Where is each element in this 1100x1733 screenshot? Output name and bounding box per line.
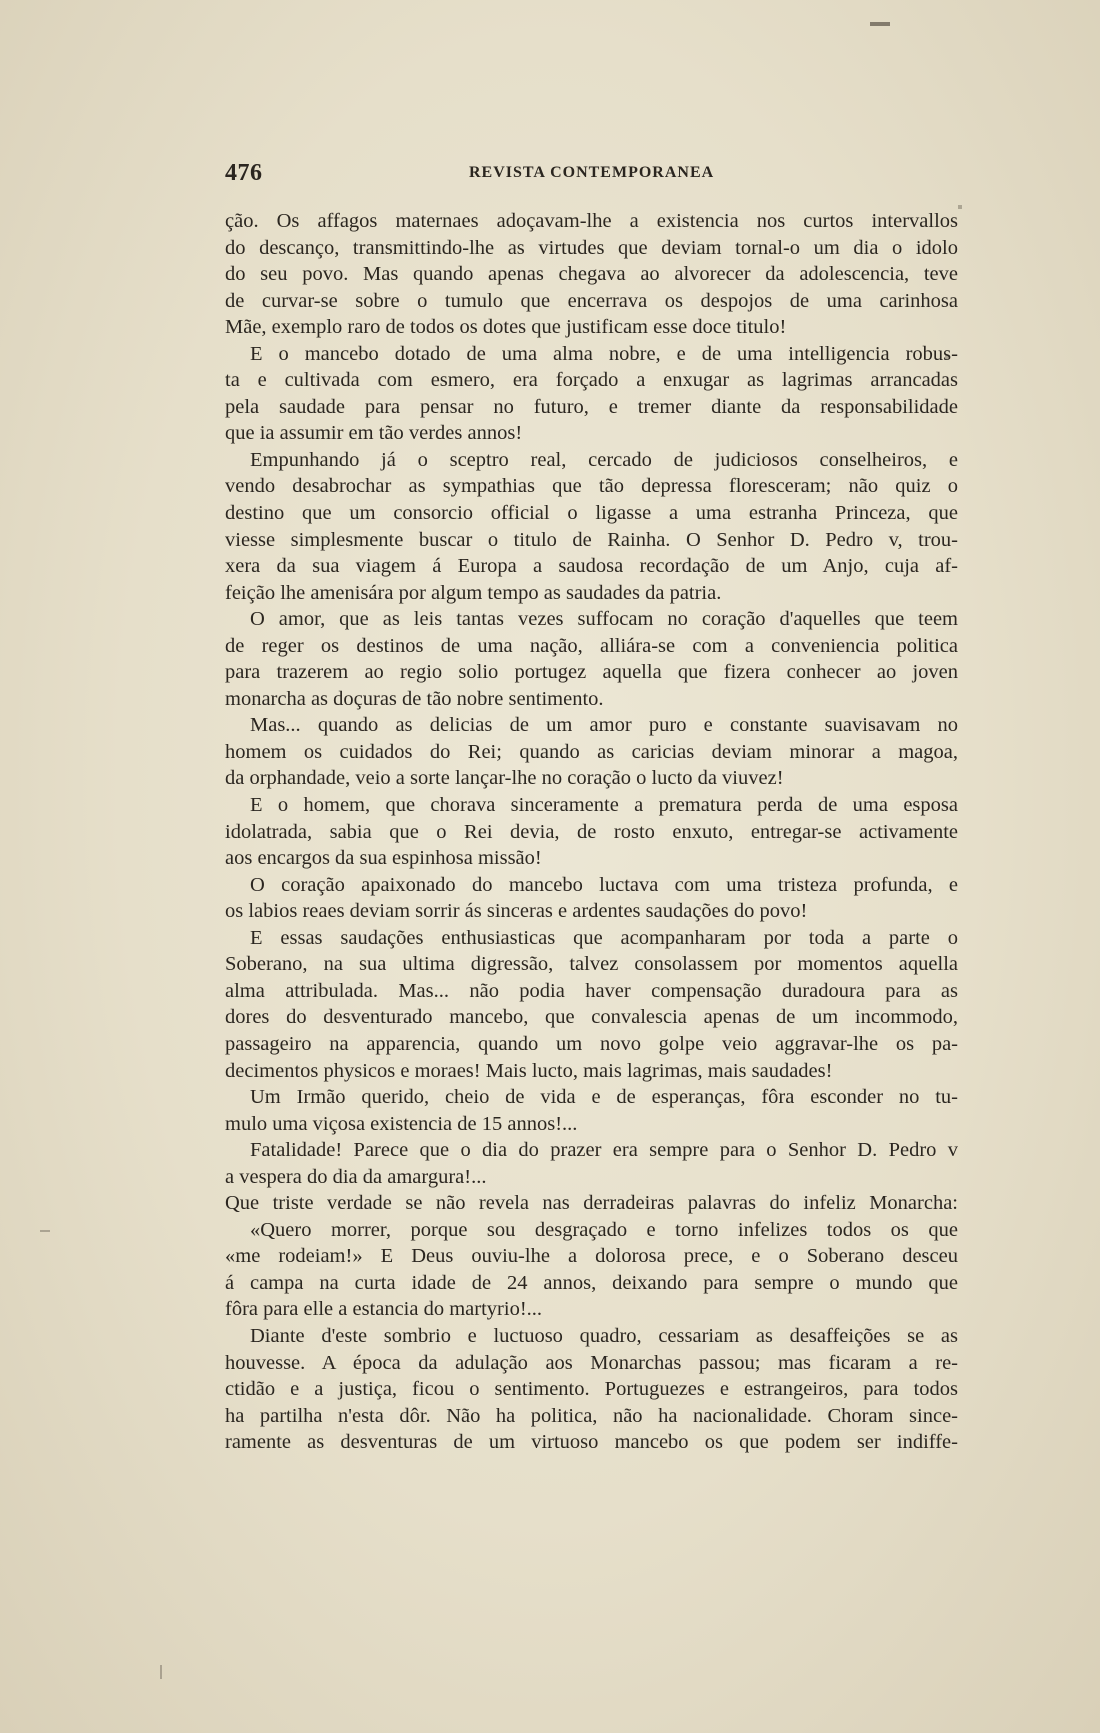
text-line: idolatrada, sabia que o Rei devia, de rosto enxuto, entregar-se activamente — [225, 820, 958, 843]
text-line: de reger os destinos de uma nação, alliára-se com a conveniencia politica — [225, 634, 958, 657]
ink-speck — [40, 1230, 50, 1232]
text-line: dores do desventurado mancebo, que convalescia apenas de um incommodo, — [225, 1006, 958, 1029]
text-line: da orphandade, veio a sorte lançar-lhe no coração o lucto da viuvez! — [225, 767, 784, 790]
text-line: ha partilha n'esta dôr. Não ha politica, não ha nacionalidade. Choram since- — [225, 1404, 958, 1427]
text-line: mulo uma viçosa existencia de 15 annos!... — [225, 1112, 578, 1135]
text-line: homem os cuidados do Rei; quando as caricias deviam minorar a magoa, — [225, 740, 958, 763]
text-line: ção. Os affagos maternaes adoçavam-lhe a existencia nos curtos intervallos — [225, 210, 958, 232]
text-line: decimentos physicos e moraes! Mais lucto, mais lagrimas, mais saudades! — [225, 1059, 833, 1082]
text-line: Diante d'este sombrio e luctuoso quadro, cessariam as desaffeições se as — [250, 1324, 958, 1347]
text-line: destino que um consorcio official o ligasse a uma estranha Princeza, que — [225, 502, 958, 525]
text-line: para trazerem ao regio solio portugez aquella que fizera conhecer ao joven — [225, 661, 958, 684]
text-line: Empunhando já o sceptro real, cercado de judiciosos conselheiros, e — [250, 448, 958, 471]
text-line: O amor, que as leis tantas vezes suffocam no coração d'aquelles que teem — [250, 608, 958, 631]
text-line: a vespera do dia da amargura!... — [225, 1165, 487, 1188]
text-line: fôra para elle a estancia do martyrio!... — [225, 1298, 543, 1321]
text-line: viesse simplesmente buscar o titulo de Rainha. O Senhor D. Pedro v, trou- — [225, 528, 958, 551]
text-line: Um Irmão querido, cheio de vida e de esperanças, fôra esconder no tu- — [250, 1086, 958, 1109]
text-line: monarcha as doçuras de tão nobre sentimento. — [225, 687, 604, 710]
text-line: ta e cultivada com esmero, era forçado a enxugar as lagrimas arrancadas — [225, 369, 958, 392]
body-text — [225, 208, 958, 1456]
text-line: Mãe, exemplo raro de todos os dotes que justificam esse doce titulo! — [225, 316, 787, 339]
text-line: houvesse. A época da adulação aos Monarchas passou; mas ficaram a re- — [225, 1351, 958, 1374]
text-line: E o mancebo dotado de uma alma nobre, e de uma intelligencia robus- — [250, 342, 958, 365]
text-line: «Quero morrer, porque sou desgraçado e torno infelizes todos os que — [250, 1218, 958, 1241]
text-line: Que triste verdade se não revela nas derradeiras palavras do infeliz Monarcha: — [225, 1192, 958, 1215]
text-line: alma attribulada. Mas... não podia haver compensação duradoura para as — [225, 979, 958, 1002]
text-line: passageiro na apparencia, quando um novo golpe veio aggravar-lhe os pa- — [225, 1032, 958, 1055]
text-line: E o homem, que chorava sinceramente a prematura perda de uma esposa — [250, 794, 958, 817]
text-line: E essas saudações enthusiasticas que acompanharam por toda a parte o — [250, 926, 958, 949]
page-number: 476 — [225, 160, 263, 186]
text-line: Soberano, na sua ultima digressão, talvez consolassem por momentos aquella — [225, 953, 958, 976]
text-line: aos encargos da sua espinhosa missão! — [225, 847, 542, 870]
text-line: Mas... quando as delicias de um amor puro e constante suavisavam no — [250, 714, 958, 737]
text-line: os labios reaes deviam sorrir ás sinceras e ardentes saudações do povo! — [225, 900, 808, 923]
ink-speck — [160, 1665, 162, 1679]
text-line: do descanço, transmittindo-lhe as virtudes que deviam tornal-o um dia o idolo — [225, 236, 958, 259]
ink-speck — [870, 22, 890, 26]
text-line: que ia assumir em tão verdes annos! — [225, 422, 523, 445]
text-line: O coração apaixonado do mancebo luctava com uma tristeza profunda, e — [250, 873, 958, 896]
text-line: pela saudade para pensar no futuro, e tremer diante da responsabilidade — [225, 395, 958, 418]
text-line: Fatalidade! Parece que o dia do prazer era sempre para o Senhor D. Pedro v — [250, 1139, 958, 1162]
text-line: feição lhe amenisára por algum tempo as saudades da patria. — [225, 581, 722, 604]
text-line: vendo desabrochar as sympathias que tão depressa floresceram; não quiz o — [225, 475, 958, 498]
text-line: «me rodeiam!» E Deus ouviu-lhe a dolorosa prece, e o Soberano desceu — [225, 1245, 958, 1268]
text-line: do seu povo. Mas quando apenas chegava ao alvorecer da adolescencia, teve — [225, 263, 958, 286]
text-line: á campa na curta idade de 24 annos, deixando para sempre o mundo que — [225, 1271, 958, 1294]
text-line: de curvar-se sobre o tumulo que encerrava os despojos de uma carinhosa — [225, 289, 958, 312]
text-line: xera da sua viagem á Europa a saudosa recordação de um Anjo, cuja af- — [225, 555, 958, 578]
running-head — [225, 160, 958, 184]
text-line: ctidão e a justiça, ficou o sentimento. Portuguezes e estrangeiros, para todos — [225, 1378, 958, 1401]
ink-speck — [958, 205, 962, 209]
text-line: ramente as desventuras de um virtuoso mancebo os que podem ser indiffe- — [225, 1431, 958, 1454]
journal-title: REVISTA CONTEMPORANEA — [469, 164, 715, 181]
